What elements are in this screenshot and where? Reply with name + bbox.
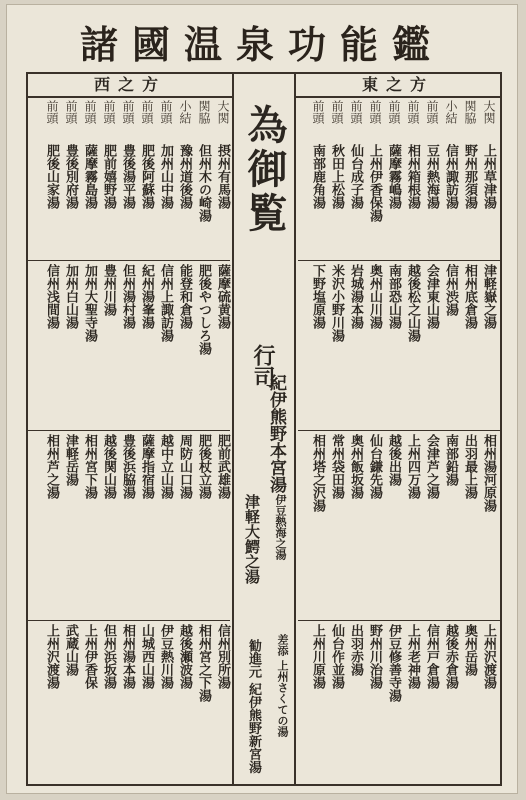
west-onsen-entry: 能登和倉湯 bbox=[177, 264, 192, 329]
east-onsen-entry: 会津東山湯 bbox=[424, 264, 439, 329]
west-onsen-entry: 越中立山湯 bbox=[158, 434, 173, 499]
east-onsen-entry: 信州渋湯 bbox=[443, 264, 458, 316]
east-rank-label: 前頭 bbox=[387, 100, 401, 124]
west-rank-label: 小結 bbox=[178, 100, 192, 124]
west-onsen-entry: 越後瀬波湯 bbox=[177, 624, 192, 689]
west-onsen-entry: 伊豆熱川湯 bbox=[158, 624, 173, 689]
east-onsen-entry: 南部恐山湯 bbox=[386, 264, 401, 329]
west-onsen-entry: 豊後浜脇湯 bbox=[120, 434, 135, 499]
east-onsen-entry: 豆州熱海湯 bbox=[424, 144, 439, 209]
referee-label: 行司 bbox=[250, 344, 276, 388]
west-onsen-entry: 肥後阿蘇湯 bbox=[139, 144, 154, 209]
west-onsen-entry: 豊後湯平湯 bbox=[120, 144, 135, 209]
west-rank-label: 前頭 bbox=[102, 100, 116, 124]
east-onsen-entry: 上州老神湯 bbox=[405, 624, 420, 689]
east-rank-label: 関脇 bbox=[463, 100, 477, 124]
west-tier-divider bbox=[28, 620, 230, 621]
center-title: 為御覧 bbox=[241, 104, 288, 236]
east-onsen-entry: 出羽赤湯 bbox=[348, 624, 363, 676]
west-rank-label: 大関 bbox=[216, 100, 230, 124]
west-onsen-entry: 肥前嬉野湯 bbox=[101, 144, 116, 209]
west-onsen-entry: 加州山中湯 bbox=[158, 144, 173, 209]
west-onsen-entry: 肥後やつしろ湯 bbox=[196, 264, 211, 355]
east-rank-label: 前頭 bbox=[311, 100, 325, 124]
east-onsen-entry: 南部鉛湯 bbox=[443, 434, 458, 486]
east-onsen-entry: 相州湯河原湯 bbox=[481, 434, 496, 512]
east-onsen-entry: 南部鹿角湯 bbox=[310, 144, 325, 209]
east-tier-divider bbox=[298, 620, 500, 621]
east-rank-label: 前頭 bbox=[368, 100, 382, 124]
west-onsen-entry: 紀州湯峯湯 bbox=[139, 264, 154, 329]
west-onsen-entry: 越後関山湯 bbox=[101, 434, 116, 499]
east-onsen-entry: 越後赤倉湯 bbox=[443, 624, 458, 689]
east-rank-label: 前頭 bbox=[425, 100, 439, 124]
west-onsen-entry: 薩摩硫黄湯 bbox=[215, 264, 230, 329]
east-onsen-entry: 上州草津湯 bbox=[481, 144, 496, 209]
east-onsen-entry: 下野塩原湯 bbox=[310, 264, 325, 329]
banzuke-sheet bbox=[6, 4, 518, 794]
east-onsen-entry: 岩城湯本湯 bbox=[348, 264, 363, 329]
east-onsen-entry: 野州那須湯 bbox=[462, 144, 477, 209]
page-title: 諸國温泉功能鑑 bbox=[79, 22, 444, 67]
east-rank-label: 前頭 bbox=[349, 100, 363, 124]
west-rank-label: 前頭 bbox=[83, 100, 97, 124]
east-onsen-entry: 上州川原湯 bbox=[310, 624, 325, 689]
east-rank-label: 前頭 bbox=[330, 100, 344, 124]
west-onsen-entry: 豊後別府湯 bbox=[63, 144, 78, 209]
east-onsen-entry: 薩摩霧嶋湯 bbox=[386, 144, 401, 209]
east-onsen-entry: 上州沢渡湯 bbox=[481, 624, 496, 689]
east-tier-divider bbox=[298, 430, 500, 431]
east-heading: 東之方 bbox=[296, 74, 500, 98]
west-onsen-entry: 信州別所湯 bbox=[215, 624, 230, 689]
west-rank-label: 前頭 bbox=[159, 100, 173, 124]
east-onsen-entry: 奥州山川湯 bbox=[367, 264, 382, 329]
west-onsen-entry: 上州沢渡湯 bbox=[44, 624, 59, 689]
west-onsen-entry: 加州大聖寺湯 bbox=[82, 264, 97, 342]
east-onsen-entry: 秋田上松湯 bbox=[329, 144, 344, 209]
west-rank-label: 前頭 bbox=[140, 100, 154, 124]
west-onsen-entry: 信州浅間湯 bbox=[44, 264, 59, 329]
east-tier-divider bbox=[298, 260, 500, 261]
west-onsen-entry: 相州宮之下湯 bbox=[196, 624, 211, 702]
west-onsen-entry: 信州上諏訪湯 bbox=[158, 264, 173, 342]
center-column bbox=[232, 74, 296, 784]
east-onsen-entry: 奥州飯坂湯 bbox=[348, 434, 363, 499]
west-rank-label: 前頭 bbox=[64, 100, 78, 124]
east-onsen-entry: 相州塔之沢湯 bbox=[310, 434, 325, 512]
east-onsen-entry: 越後松之山湯 bbox=[405, 264, 420, 342]
west-rank-label: 前頭 bbox=[121, 100, 135, 124]
west-onsen-entry: 但州浜坂湯 bbox=[101, 624, 116, 689]
east-onsen-entry: 出羽最上湯 bbox=[462, 434, 477, 499]
east-onsen-entry: 相州底倉湯 bbox=[462, 264, 477, 329]
east-rank-label: 大関 bbox=[482, 100, 496, 124]
east-rank-label: 前頭 bbox=[406, 100, 420, 124]
west-onsen-entry: 武蔵山湯 bbox=[63, 624, 78, 676]
west-onsen-entry: 豊州川湯 bbox=[101, 264, 116, 316]
east-onsen-entry: 津軽嶽之湯 bbox=[481, 264, 496, 329]
west-onsen-entry: 周防山口湯 bbox=[177, 434, 192, 499]
west-onsen-entry: 肥後山家湯 bbox=[44, 144, 59, 209]
west-onsen-entry: 薩摩霧島湯 bbox=[82, 144, 97, 209]
east-onsen-entry: 米沢小野川湯 bbox=[329, 264, 344, 342]
east-onsen-entry: 上州四万湯 bbox=[405, 434, 420, 499]
west-onsen-entry: 但州湯村湯 bbox=[120, 264, 135, 329]
sponsor-line: 差添 上州さくての湯 bbox=[276, 634, 289, 737]
west-onsen-entry: 加州白山湯 bbox=[63, 264, 78, 329]
west-onsen-entry: 相州宮下湯 bbox=[82, 434, 97, 499]
referee-line-3: 津軽大鰐之湯 bbox=[243, 494, 261, 584]
east-onsen-entry: 上州伊香保湯 bbox=[367, 144, 382, 222]
east-onsen-entry: 常州袋田湯 bbox=[329, 434, 344, 499]
west-onsen-entry: 津軽岳湯 bbox=[63, 434, 78, 486]
west-onsen-entry: 肥前武雄湯 bbox=[215, 434, 230, 499]
east-onsen-entry: 信州戸倉湯 bbox=[424, 624, 439, 689]
east-rank-label: 小結 bbox=[444, 100, 458, 124]
west-onsen-entry: 相州湯本湯 bbox=[120, 624, 135, 689]
west-tier-divider bbox=[28, 430, 230, 431]
east-onsen-entry: 伊豆修善寺湯 bbox=[386, 624, 401, 702]
east-onsen-entry: 野州川治湯 bbox=[367, 624, 382, 689]
west-onsen-entry: 上州伊香保 bbox=[82, 624, 97, 689]
west-tier-divider bbox=[28, 260, 230, 261]
referee-line-1: 紀伊熊野本宮湯 bbox=[266, 374, 286, 493]
referee-line-2: 伊豆熱海之湯 bbox=[274, 494, 287, 560]
west-onsen-entry: 薩摩指宿湯 bbox=[139, 434, 154, 499]
west-onsen-entry: 摂州有馬湯 bbox=[215, 144, 230, 209]
west-onsen-entry: 但州木の崎湯 bbox=[196, 144, 211, 222]
east-onsen-entry: 仙台作並湯 bbox=[329, 624, 344, 689]
west-onsen-entry: 豫州道後湯 bbox=[177, 144, 192, 209]
promoter-line: 勧進元 紀伊熊野新宮湯 bbox=[246, 639, 261, 774]
west-onsen-entry: 山城西山湯 bbox=[139, 624, 154, 689]
west-onsen-entry: 肥後杖立湯 bbox=[196, 434, 211, 499]
west-heading: 西之方 bbox=[28, 74, 232, 98]
west-rank-label: 関脇 bbox=[197, 100, 211, 124]
west-onsen-entry: 相州芦之湯 bbox=[44, 434, 59, 499]
east-onsen-entry: 相州箱根湯 bbox=[405, 144, 420, 209]
east-onsen-entry: 信州諏訪湯 bbox=[443, 144, 458, 209]
east-onsen-entry: 奥州岳湯 bbox=[462, 624, 477, 676]
west-rank-label: 前頭 bbox=[45, 100, 59, 124]
east-onsen-entry: 仙台成子湯 bbox=[348, 144, 363, 209]
east-onsen-entry: 会津芦之湯 bbox=[424, 434, 439, 499]
east-onsen-entry: 仙台鎌先湯 bbox=[367, 434, 382, 499]
east-onsen-entry: 越後出湯 bbox=[386, 434, 401, 486]
banzuke-frame bbox=[26, 72, 502, 786]
